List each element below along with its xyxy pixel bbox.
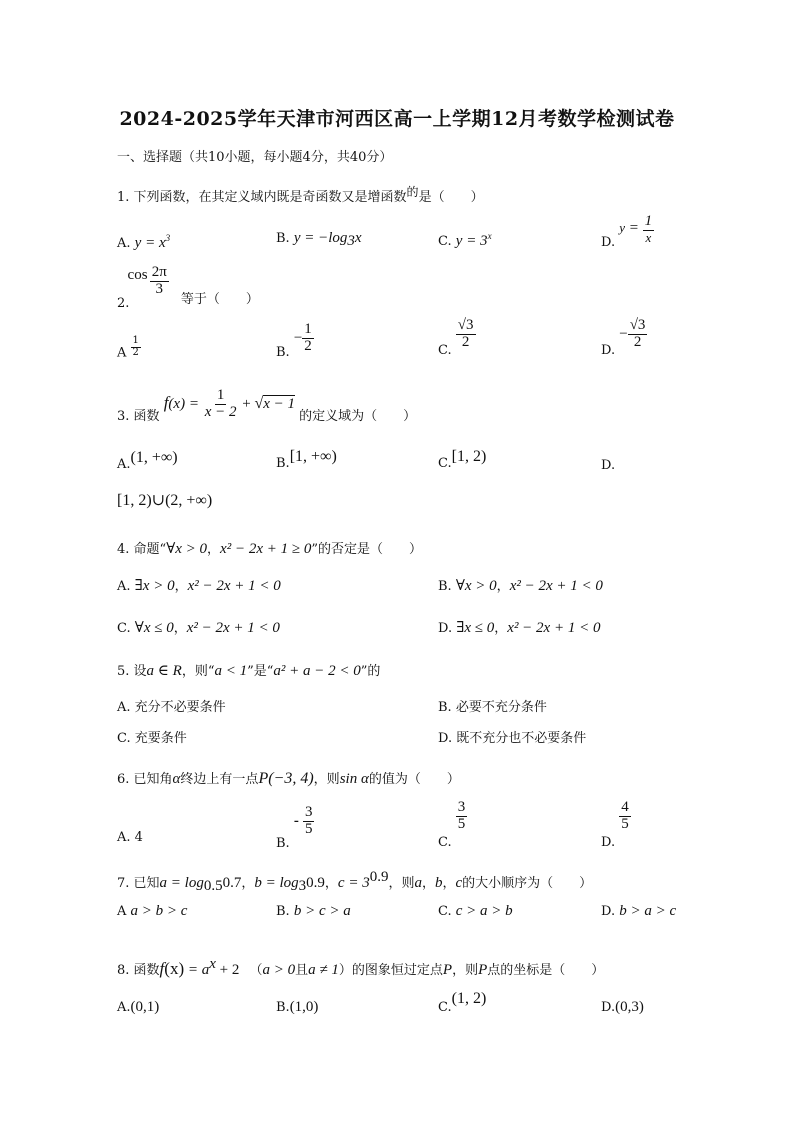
q7-option-b-label: B. [276, 904, 290, 919]
q2-option-a-label: A [117, 345, 127, 361]
q2-option-c[interactable] [438, 318, 476, 358]
q2-option-c-label: C. [438, 342, 452, 358]
q3-num: 3. 函数 [117, 408, 160, 424]
q4-option-d[interactable]: D. ∃x ≤ 0，x² − 2x + 1 < 0 [438, 620, 601, 636]
q7-option-c-label: C. [438, 904, 452, 919]
q4-option-b[interactable]: B. ∀x > 0，x² − 2x + 1 < 0 [438, 578, 603, 594]
q7-option-d[interactable]: D. b > a > c [601, 903, 677, 919]
q8-option-b-label: B. [276, 1000, 290, 1015]
q3-fraction: $\frac{1}{x - 2}$ [204, 387, 237, 420]
q6-option-a[interactable]: A. 4 [117, 830, 143, 845]
q2-option-b[interactable]: B. − $\frac{1}{2}$ [276, 321, 312, 360]
q2-cos: cos [127, 266, 148, 283]
q1-option-a[interactable] [117, 233, 170, 252]
q6-option-c[interactable] [438, 800, 467, 850]
q1-option-c-label: C. [438, 234, 452, 249]
question-4-stem: 4. 命题“∀x > 0，x² − 2x + 1 ≥ 0”的否定是（ ） [117, 541, 422, 557]
question-3-stem: 3. 函数 f(x) = $\frac{1}{x - 2}$ + √x − 1 的定义域为（ ） [117, 387, 417, 424]
q2-option-d-math: $\frac{√3}{2}$ [629, 317, 646, 350]
q2-fraction: $\frac{2\pi}{3}$ [151, 264, 167, 297]
q3-option-b-label: B. [276, 456, 290, 471]
q3-option-d[interactable] [601, 458, 615, 473]
q6-option-b-label: B. [276, 835, 290, 851]
q6-option-b[interactable]: B. - $\frac{3}{5}$ [276, 804, 313, 851]
q1-stem-end: 是（ ） [418, 190, 484, 205]
q7-option-b[interactable]: B. b > c > a [276, 903, 351, 919]
q2-option-a[interactable] [117, 336, 141, 361]
q5-option-b[interactable]: B. 必要不充分条件 [438, 700, 547, 715]
q2-option-d-label: D. [601, 342, 616, 358]
q8-option-b[interactable]: B.(1,0) [276, 999, 319, 1015]
q1-option-b[interactable] [276, 230, 362, 250]
section-heading: 一、选择题（共10小题，每小题4分，共40分） [117, 150, 393, 165]
q1-option-d[interactable] [601, 214, 654, 250]
q7-option-a[interactable]: A a > b > c [117, 903, 188, 919]
q7-option-c[interactable]: C. c > a > b [438, 903, 513, 919]
q3-option-d-label: D. [601, 458, 616, 473]
q4-option-b-label: B. [438, 579, 452, 594]
q8-option-c-label: C. [438, 1000, 452, 1015]
q1-option-c-math: $y = 3^x$ [455, 231, 492, 249]
q1-option-a-math: $y = x^3$ [134, 233, 171, 251]
q2-option-b-label: B. [276, 344, 290, 360]
question-6-stem: 6. 已知角α终边上有一点P(−3, 4)，则sin α的值为（ ） [117, 770, 460, 787]
q8-option-c[interactable]: C.(1, 2) [438, 990, 487, 1015]
q3-option-c-label: C. [438, 456, 452, 471]
question-8-stem: 8. 函数$f(x) = a^x + 2$ （a > 0且a ≠ 1）的图象恒过定点P，则P点的坐标是（ ） [117, 956, 605, 978]
q5-option-d[interactable]: D. 既不充分也不必要条件 [438, 731, 587, 746]
q1-option-b-math: $y = -\log_3x$ [293, 230, 362, 249]
q6-option-d-label: D. [601, 834, 616, 850]
q6-option-c-math: $\frac{3}{5}$ [457, 799, 466, 832]
q3-sqrt-body: x − 1 [263, 395, 296, 412]
q2-num: 2. [117, 295, 130, 311]
q2-stem-end: 等于（ ） [180, 291, 259, 307]
q2-option-a-math: $\frac{1}{2}$ [132, 335, 139, 358]
q6-option-d-math: $\frac{4}{5}$ [621, 799, 629, 832]
q8-option-d-label: D. [601, 1000, 616, 1015]
q2-option-c-math: $\frac{√3}{2}$ [457, 317, 474, 350]
q7-option-a-label: A [117, 904, 127, 919]
q1-option-d-math: y = $\frac{1}{x}$ [619, 213, 653, 245]
question-1-stem [117, 183, 484, 205]
q3-option-b[interactable] [276, 448, 337, 471]
q5-option-a[interactable]: A. 充分不必要条件 [117, 700, 226, 715]
q3-function: f(x) = [163, 392, 203, 412]
q4-option-d-label: D. [438, 621, 453, 636]
q3-option-a-label: A. [117, 457, 131, 472]
q3-option-b-math: [1, +∞) [289, 448, 337, 465]
question-5-stem: 5. 设a ∈ R，则“a < 1”是“a² + a − 2 < 0”的 [117, 663, 381, 679]
q1-option-c[interactable] [438, 231, 492, 250]
question-2-stem [117, 265, 259, 311]
question-7-stem: 7. 已知$a = \log_{0.5}0.7$，$b = \log_30.9$，$c = 3^{0.9}$，则a，b，c的大小顺序为（ ） [117, 869, 593, 894]
q6-option-b-math: $\frac{3}{5}$ [304, 804, 313, 837]
q7-option-d-label: D. [601, 904, 616, 919]
q1-option-a-label: A. [117, 236, 131, 251]
q1-option-d-label: D. [601, 235, 616, 251]
q4-option-c-label: C. [117, 621, 131, 636]
q4-option-a-label: A. [117, 579, 131, 594]
q3-stem-end: 的定义域为（ ） [299, 408, 417, 424]
q8-option-a[interactable]: A.(0,1) [117, 999, 160, 1015]
q1-stem-sup: 的 [406, 185, 419, 199]
q3-option-a-math: (1, +∞) [130, 449, 178, 466]
page-title: 2024-2025学年天津市河西区高一上学期12月考数学检测试卷 [119, 108, 675, 130]
q3-option-a[interactable] [117, 449, 178, 472]
q6-option-d[interactable] [601, 800, 631, 850]
q1-option-b-label: B. [276, 231, 290, 246]
q8-option-a-label: A. [117, 1000, 131, 1015]
q5-option-c[interactable]: C. 充要条件 [117, 731, 187, 746]
q3-option-d-math: [1, 2)∪(2, +∞) [117, 492, 213, 509]
q6-option-c-label: C. [438, 834, 452, 850]
q1-stem-text: 1. 下列函数，在其定义域内既是奇函数又是增函数 [117, 190, 407, 205]
q2-option-b-math: $\frac{1}{2}$ [304, 321, 312, 354]
q4-option-a[interactable]: A. ∃x > 0，x² − 2x + 1 < 0 [117, 578, 281, 594]
q8-option-d[interactable]: D.(0,3) [601, 999, 644, 1015]
q3-option-c-math: [1, 2) [451, 448, 487, 465]
q4-option-c[interactable]: C. ∀x ≤ 0，x² − 2x + 1 < 0 [117, 620, 280, 636]
q3-option-c[interactable] [438, 448, 486, 471]
q2-option-d[interactable]: D. − $\frac{√3}{2}$ [601, 317, 646, 358]
